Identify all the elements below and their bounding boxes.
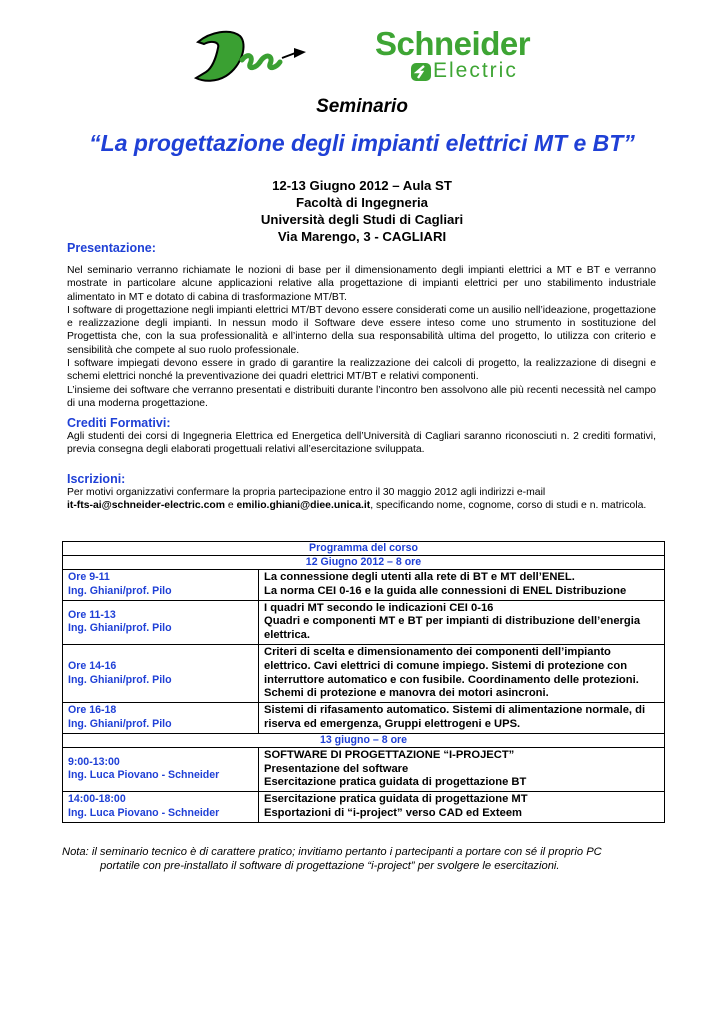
session-topic-cell xyxy=(259,703,665,734)
presentazione-body xyxy=(67,264,656,410)
session-time: Ore 9-11 xyxy=(68,571,110,584)
session-speaker: Ing. Ghiani/prof. Pilo xyxy=(68,717,172,730)
diee-logo xyxy=(190,22,315,90)
session-time-cell xyxy=(63,570,259,601)
session-topic-cell xyxy=(259,600,665,644)
email-schneider-link[interactable]: it-fts-ai@schneider-electric.com xyxy=(67,500,225,512)
session-time-cell xyxy=(63,792,259,823)
session-topic: La connessione degli utenti alla rete di BT e MT dell’ENEL. xyxy=(264,571,575,583)
session-topic: Esercitazione pratica guidata di progettazione MT xyxy=(264,793,528,806)
session-topic-cell xyxy=(259,570,665,601)
presentazione-paragraph: L’insieme dei software che verranno presentati e distribuiti durante l’incontro ben assolvono alle più recenti necessità nel campo di una moderna progettazione. xyxy=(67,384,656,409)
presentazione-heading: Presentazione: xyxy=(67,241,156,255)
session-time-cell xyxy=(63,600,259,644)
iscrizioni-tail: , specificando nome, cognome, corso di studi e n. matricola. xyxy=(370,500,647,512)
session-time: 14:00-18:00 xyxy=(68,793,126,806)
presentazione-paragraph: Nel seminario verranno richiamate le nozioni di base per il dimensionamento degli impianti elettrici a MT e BT e verranno mostrate in particolare alcune applicazioni relative alla progettazione di impianti elettrici per uno stabilimento industriale alimentato in MT e dotato di cabina di trasformazione MT/BT. xyxy=(67,265,656,303)
program-title: Programma del corso xyxy=(63,542,665,556)
session-speaker: Ing. Ghiani/prof. Pilo xyxy=(68,673,172,686)
session-topic: Esercitazione pratica guidata di progettazione BT xyxy=(264,776,527,789)
footnote xyxy=(62,845,682,873)
session-topic: I quadri MT secondo le indicazioni CEI 0-16 xyxy=(264,601,494,614)
program-row xyxy=(63,703,665,734)
event-info xyxy=(0,177,724,245)
event-address: Via Marengo, 3 - CAGLIARI xyxy=(277,229,447,244)
iscrizioni-heading: Iscrizioni: xyxy=(67,472,126,486)
footnote-line: portatile con pre-installato il software di progettazione “i-project” per svolgere le esercitazioni. xyxy=(100,860,560,872)
session-time: Ore 11-13 xyxy=(68,608,116,621)
session-topic: Quadri e componenti MT e BT per impianti di distribuzione dell’energia elettrica. xyxy=(264,615,641,642)
session-time-cell xyxy=(63,644,259,702)
session-topic: Criteri di scelta e dimensionamento dei componenti dell’impianto elettrico. Cavi elettrici di comune impiego. Sistemi di protezione con interruttore automatico e con fusibile. Coordinamento delle protezioni. Schemi di protezione e manovra dei motori asincroni. xyxy=(264,645,639,700)
session-speaker: Ing. Luca Piovano - Schneider xyxy=(68,769,220,782)
program-row xyxy=(63,747,665,791)
footnote-line: Nota: il seminario tecnico è di carattere pratico; invitiamo pertanto i partecipanti a portare con sé il proprio PC xyxy=(62,846,602,858)
day1-label: 12 Giugno 2012 – 8 ore xyxy=(63,556,665,570)
session-speaker: Ing. Ghiani/prof. Pilo xyxy=(68,622,172,635)
logo-schneider-word: Schneider xyxy=(375,25,531,62)
session-time-cell xyxy=(63,703,259,734)
session-topic: Sistemi di rifasamento automatico. Sistemi di alimentazione normale, di riserva ed emergenza, Gruppi elettrogeni e UPS. xyxy=(264,704,646,730)
session-time: Ore 16-18 xyxy=(68,704,117,717)
crediti-body: Agli studenti dei corsi di Ingegneria Elettrica ed Energetica dell’Università di Cagliari saranno riconosciuti n. 2 crediti formativi, previa consegna degli elaborati progettuali relativi all’esercitazione sviluppata. xyxy=(67,431,656,456)
event-kicker: Seminario xyxy=(316,96,408,117)
event-title: “La progettazione degli impianti elettrici MT e BT” xyxy=(89,130,635,156)
session-topic: SOFTWARE DI PROGETTAZIONE “I-PROJECT” xyxy=(264,748,515,761)
session-time: 9:00-13:00 xyxy=(68,755,120,768)
session-time-cell xyxy=(63,747,259,791)
day2-label: 13 giugno – 8 ore xyxy=(63,733,665,747)
event-university: Università degli Studi di Cagliari xyxy=(260,212,464,227)
session-speaker: Ing. Ghiani/prof. Pilo xyxy=(68,584,172,597)
presentazione-paragraph: I software impiegati devono essere in grado di garantire la realizzazione dei calcoli di progetto, la realizzazione di disegni e schemi elettrici nonché la preventivazione dei quadri elettrici MT/BT e relativi componenti. xyxy=(67,358,656,383)
crediti-heading: Crediti Formativi: xyxy=(67,416,171,430)
session-topic-cell xyxy=(259,792,665,823)
email-diee-link[interactable]: emilio.ghiani@diee.unica.it xyxy=(236,500,371,512)
session-topic: La norma CEI 0-16 e la guida alle connessioni di ENEL Distribuzione xyxy=(264,584,627,597)
program-row xyxy=(63,792,665,823)
email-connector: e xyxy=(224,500,237,512)
iscrizioni-line: Per motivi organizzativi confermare la propria partecipazione entro il 30 maggio 2012 agli indirizzi e-mail xyxy=(67,487,546,498)
schneider-electric-logo xyxy=(375,25,565,85)
program-row xyxy=(63,570,665,601)
session-topic-cell xyxy=(259,644,665,702)
program-row xyxy=(63,644,665,702)
event-faculty: Facoltà di Ingegneria xyxy=(296,195,428,210)
program-row xyxy=(63,600,665,644)
session-time: Ore 14-16 xyxy=(68,660,117,673)
schneider-mark-icon xyxy=(410,62,432,82)
session-topic: Esportazioni di “i-project” verso CAD ed Exteem xyxy=(264,806,522,819)
session-speaker: Ing. Luca Piovano - Schneider xyxy=(68,806,220,819)
session-topic: Presentazione del software xyxy=(264,762,409,775)
iscrizioni-body xyxy=(67,486,656,513)
presentazione-paragraph: I software di progettazione negli impianti elettrici MT/BT devono essere considerati come un ausilio nell’ideazione, progettazione e realizzazione degli impianti. In nessun modo il Software deve essere inteso come uno strumento in sostituzione del Progettista che, con la sua professionalità e all’interno della sua responsabilità ultima del progetto, lo utilizza con criterio e sensibilità che compete al suo ruolo professionale. xyxy=(67,304,656,356)
event-date: 12-13 Giugno 2012 – Aula ST xyxy=(272,178,452,193)
session-topic-cell xyxy=(259,747,665,791)
logo-electric-word: Electric xyxy=(433,59,518,82)
program-table xyxy=(62,541,665,823)
